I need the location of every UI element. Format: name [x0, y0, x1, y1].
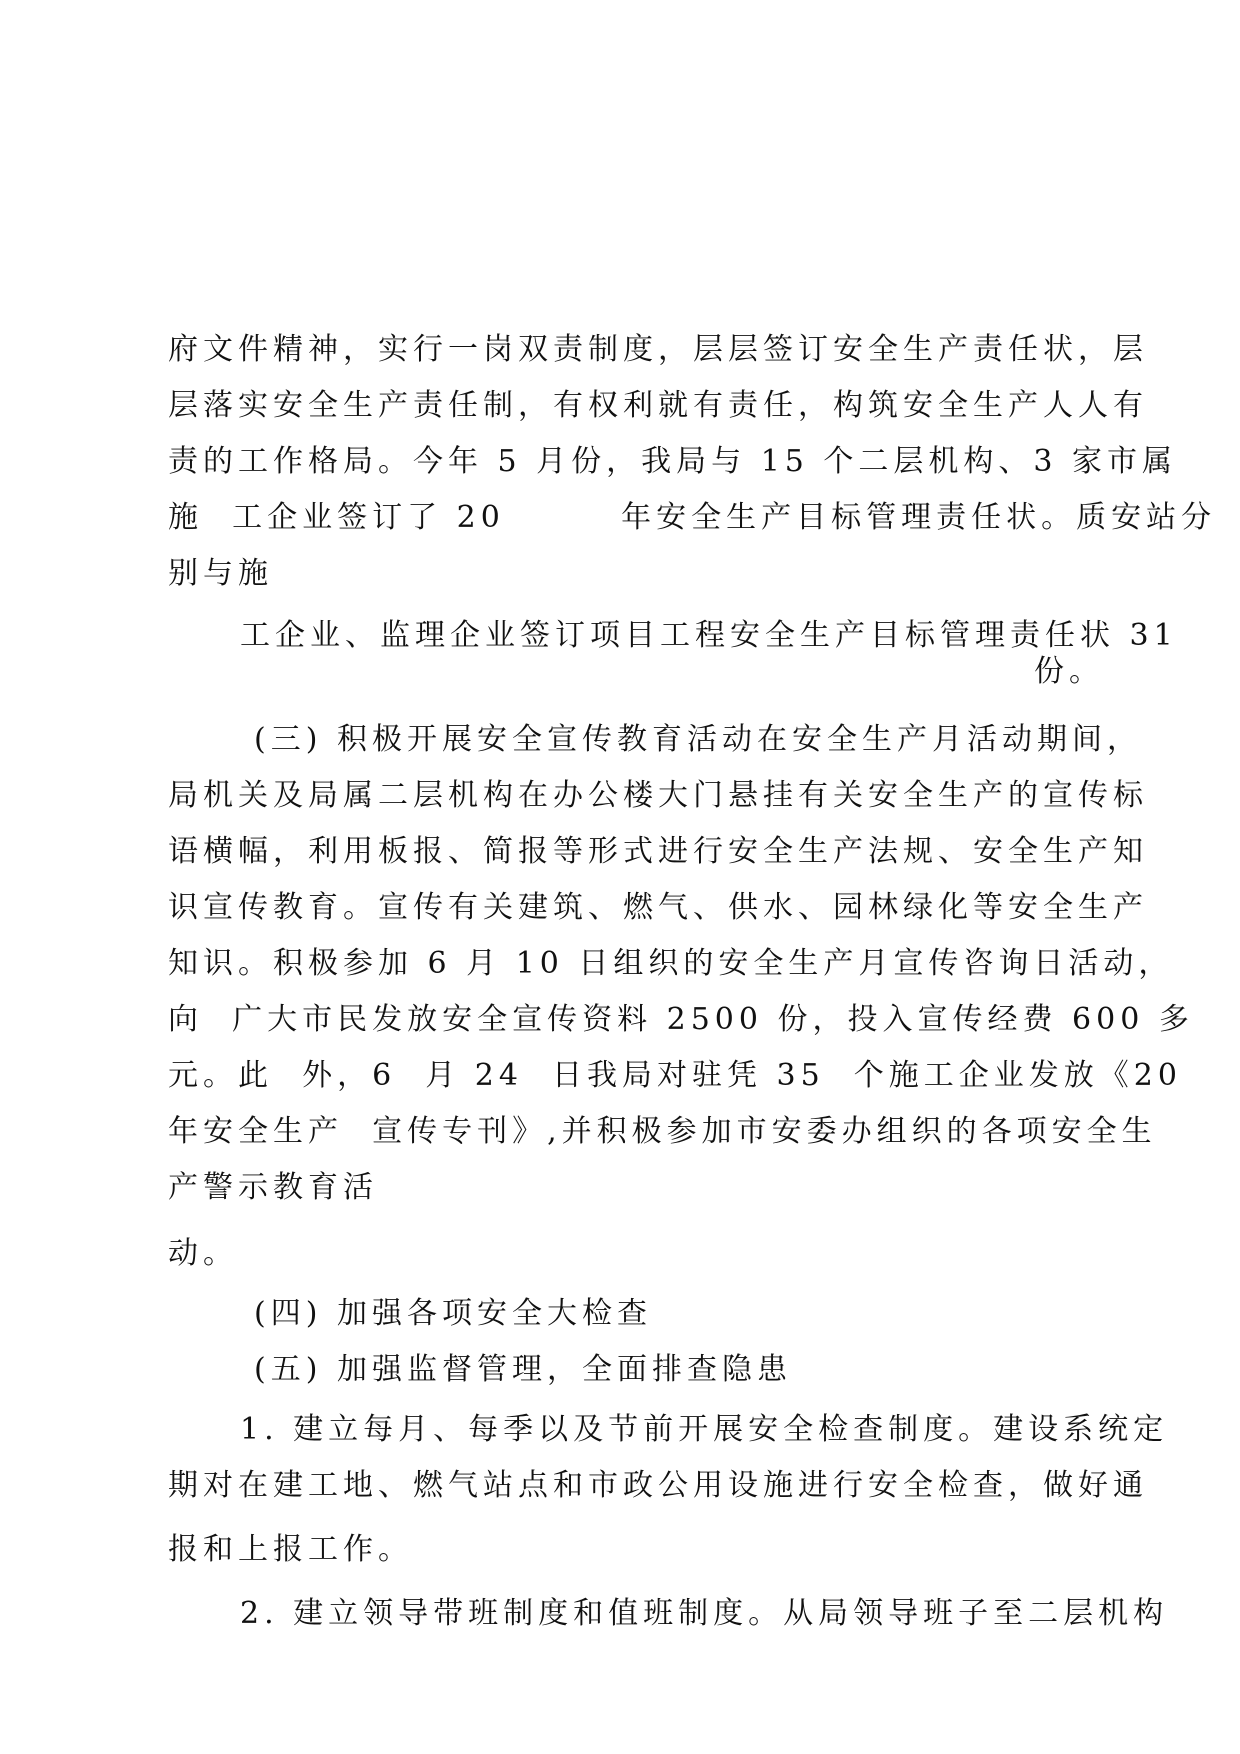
text-line: 别与施 — [168, 556, 273, 591]
text-line: 元。此 外，6 月 24 日我局对驻凭 35 个施工企业发放《20 — [168, 1058, 1182, 1093]
text-line: 向 广大市民发放安全宣传资料 2500 份，投入宣传经费 600 多 — [168, 1002, 1194, 1037]
text-line: 府文件精神，实行一岗双责制度，层层签订安全生产责任状，层 — [168, 332, 1148, 367]
text-line: 识宣传教育。宣传有关建筑、燃气、供水、园林绿化等安全生产 — [168, 890, 1148, 925]
text-line: 施 工企业签订了 20 年安全生产目标管理责任状。质安站分 — [168, 500, 1217, 535]
text-line: 动。 — [168, 1236, 238, 1271]
text-line: 工企业、监理企业签订项目工程安全生产目标管理责任状 31 — [240, 618, 1178, 653]
text-line: 语横幅，利用板报、简报等形式进行安全生产法规、安全生产知 — [168, 834, 1148, 869]
text-line: 责的工作格局。今年 5 月份，我局与 15 个二层机构、3 家市属 — [168, 444, 1178, 479]
text-line: 年安全生产 宣传专刊》,并积极参加市安委办组织的各项安全生 — [168, 1114, 1157, 1149]
text-line: 产警示教育活 — [168, 1170, 378, 1205]
text-line: 份。 — [1034, 654, 1104, 689]
list-item-2: 2. 建立领导带班制度和值班制度。从局领导班子至二层机构 — [240, 1596, 1169, 1631]
text-line: 层落实安全生产责任制，有权利就有责任，构筑安全生产人人有 — [168, 388, 1148, 423]
section-heading-5: (五) 加强监督管理，全面排查隐患 — [254, 1352, 792, 1387]
text-line: 知识。积极参加 6 月 10 日组织的安全生产月宣传咨询日活动， — [168, 946, 1174, 981]
text-line: 报和上报工作。 — [168, 1532, 413, 1567]
text-line: 期对在建工地、燃气站点和市政公用设施进行安全检查，做好通 — [168, 1468, 1148, 1503]
section-heading-4: (四) 加强各项安全大检查 — [254, 1296, 652, 1331]
section-heading-3: (三) 积极开展安全宣传教育活动在安全生产月活动期间， — [254, 722, 1142, 757]
text-line: 局机关及局属二层机构在办公楼大门悬挂有关安全生产的宣传标 — [168, 778, 1148, 813]
list-item-1: 1. 建立每月、每季以及节前开展安全检查制度。建设系统定 — [240, 1412, 1169, 1447]
